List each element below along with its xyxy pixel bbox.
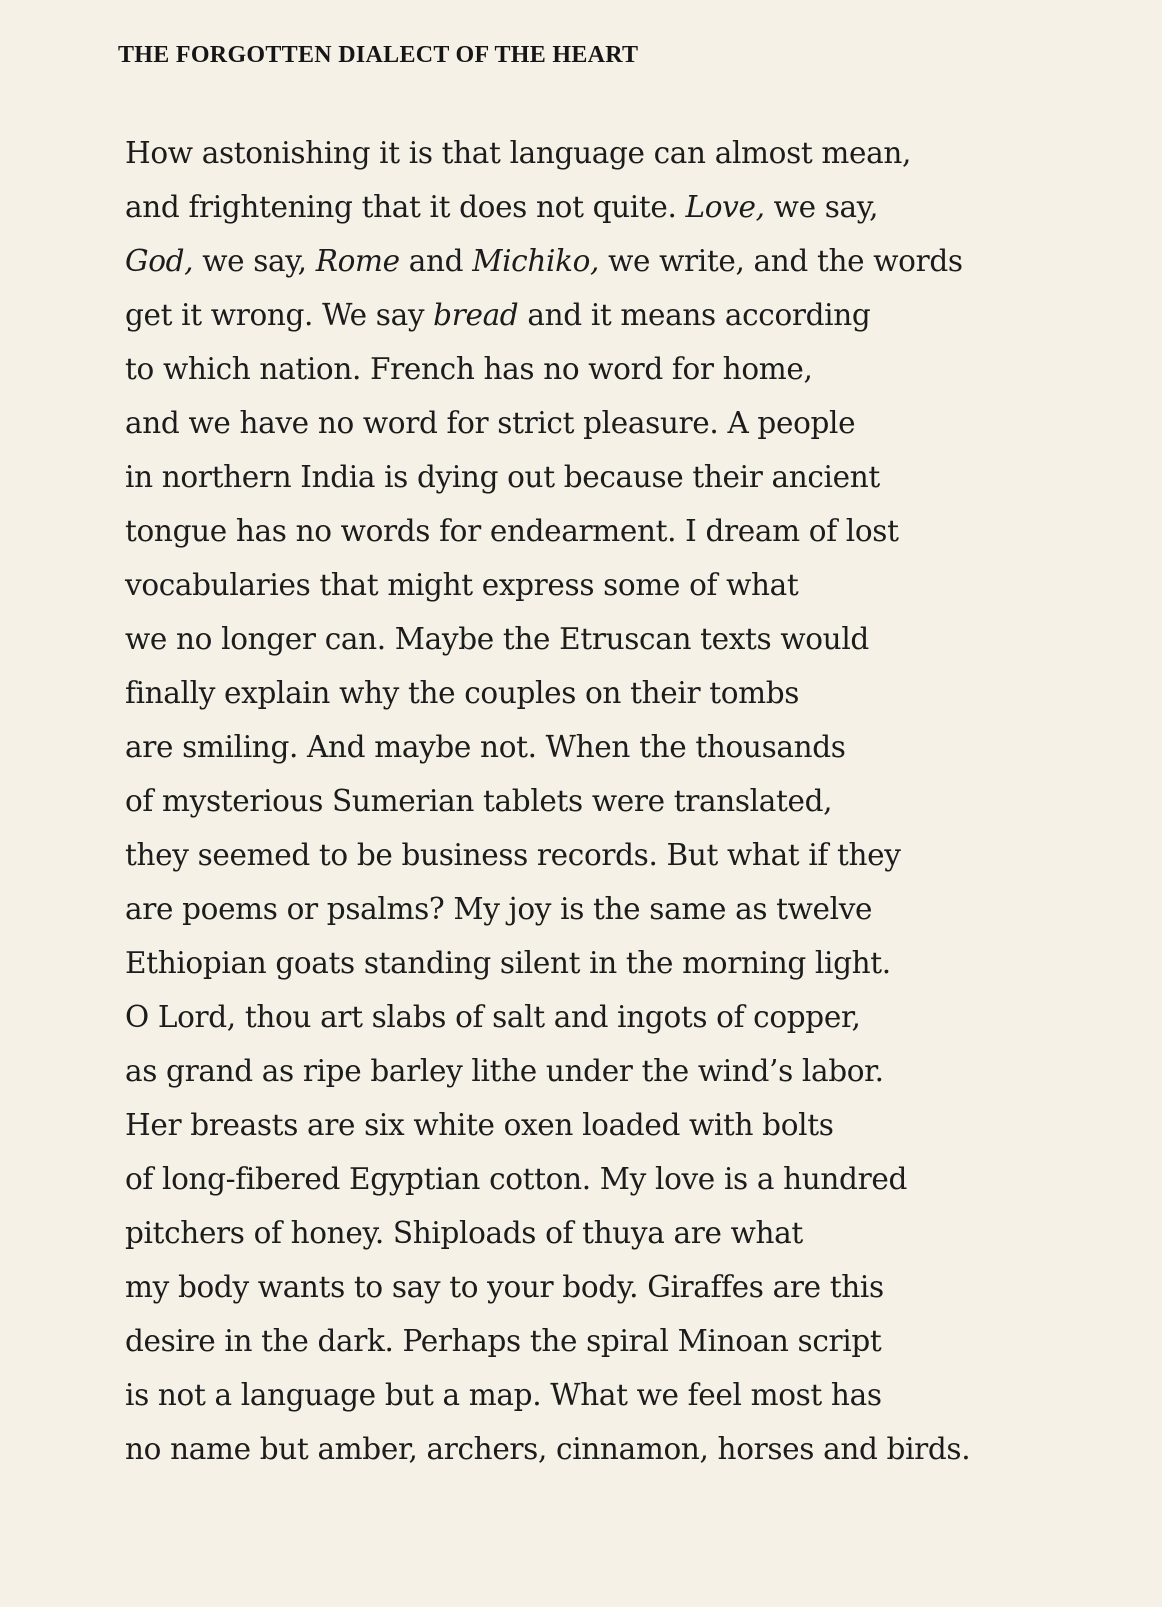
- poem-line: [125, 1152, 1135, 1206]
- line-text: are smiling. And maybe not. When the thousands: [125, 730, 846, 764]
- line-text: and it means according: [518, 298, 871, 332]
- line-text: is not a language but a map. What we feel most has: [125, 1378, 882, 1412]
- poem-line: [125, 666, 1135, 720]
- poem-line: [125, 450, 1135, 504]
- poem-line: [125, 1314, 1135, 1368]
- poem-line: [125, 612, 1135, 666]
- poem-line: [125, 720, 1135, 774]
- poem-line: [125, 774, 1135, 828]
- line-text: finally explain why the couples on their tombs: [125, 676, 800, 710]
- line-text: and we have no word for strict pleasure. A people: [125, 406, 856, 440]
- poem-line: [125, 936, 1135, 990]
- line-text: O Lord, thou art slabs of salt and ingots of copper,: [125, 1000, 861, 1034]
- line-text: get it wrong. We say: [125, 298, 434, 332]
- line-text: and: [399, 244, 473, 278]
- poem-line: [125, 1260, 1135, 1314]
- poem-line: [125, 234, 1135, 288]
- line-text: tongue has no words for endearment. I dream of lost: [125, 514, 899, 548]
- line-text: to which nation. French has no word for home,: [125, 352, 813, 386]
- line-text: we no longer can. Maybe the Etruscan texts would: [125, 622, 869, 656]
- line-text: Ethiopian goats standing silent in the morning light.: [125, 946, 891, 980]
- italic-word: God,: [125, 244, 194, 278]
- line-text: desire in the dark. Perhaps the spiral Minoan script: [125, 1324, 882, 1358]
- poem-line: [125, 1044, 1135, 1098]
- poem-body: [125, 126, 1135, 1476]
- italic-word: Rome: [315, 244, 400, 278]
- poem-line: [125, 504, 1135, 558]
- line-text: we say,: [193, 244, 316, 278]
- poem-line: [125, 828, 1135, 882]
- poem-line: [125, 180, 1135, 234]
- line-text: we say,: [764, 190, 879, 224]
- poem-line: [125, 1206, 1135, 1260]
- italic-word: Michiko,: [472, 244, 600, 278]
- line-text: vocabularies that might express some of what: [125, 568, 799, 602]
- line-text: Her breasts are six white oxen loaded with bolts: [125, 1108, 834, 1142]
- line-text: and frightening that it does not quite.: [125, 190, 686, 224]
- line-text: are poems or psalms? My joy is the same as twelve: [125, 892, 873, 926]
- line-text: How astonishing it is that language can almost mean,: [125, 136, 912, 170]
- italic-word: Love,: [685, 190, 765, 224]
- poem-line: [125, 342, 1135, 396]
- line-text: of mysterious Sumerian tablets were translated,: [125, 784, 833, 818]
- poem-line: [125, 558, 1135, 612]
- line-text: pitchers of honey. Shiploads of thuya are what: [125, 1216, 803, 1250]
- poem-line: [125, 1422, 1135, 1476]
- poem-line: [125, 990, 1135, 1044]
- line-text: no name but amber, archers, cinnamon, horses and birds.: [125, 1432, 971, 1466]
- poem-title: THE FORGOTTEN DIALECT OF THE HEART: [118, 42, 639, 68]
- italic-word: bread: [433, 298, 519, 332]
- line-text: as grand as ripe barley lithe under the wind’s labor.: [125, 1054, 884, 1088]
- poem-line: [125, 288, 1135, 342]
- poem-line: [125, 396, 1135, 450]
- line-text: my body wants to say to your body. Giraffes are this: [125, 1270, 884, 1304]
- line-text: in northern India is dying out because their ancient: [125, 460, 880, 494]
- poem-line: [125, 126, 1135, 180]
- line-text: we write, and the words: [599, 244, 963, 278]
- line-text: they seemed to be business records. But what if they: [125, 838, 901, 872]
- line-text: of long-fibered Egyptian cotton. My love is a hundred: [125, 1162, 907, 1196]
- poem-line: [125, 882, 1135, 936]
- poem-line: [125, 1368, 1135, 1422]
- poem-line: [125, 1098, 1135, 1152]
